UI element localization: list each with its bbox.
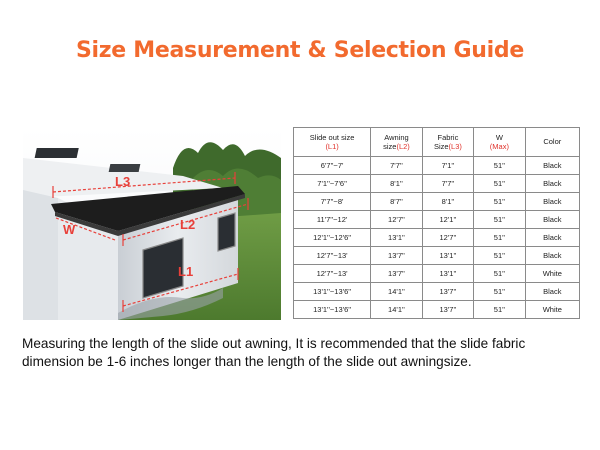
cell-w: 51'' [474,211,525,229]
header-w: W (Max) [474,128,525,157]
cell-color: White [525,265,579,283]
cell-color: Black [525,283,579,301]
cell-w: 51'' [474,193,525,211]
table-row [294,193,580,211]
cell-fabric-size: 13'1'' [422,247,473,265]
cell-fabric-size: 12'7'' [422,229,473,247]
label-l2: L2 [180,217,196,232]
cell-slide-out-size: 6'7''~7' [294,157,371,175]
table-row [294,247,580,265]
cell-w: 51'' [474,175,525,193]
roof-ac [109,164,141,172]
cell-fabric-size: 13'7'' [422,283,473,301]
header-slide-out-size: Slide out size (L1) [294,128,371,157]
table-header-row [294,128,580,157]
cell-slide-out-size: 12'7''~13' [294,247,371,265]
rv-illustration [23,128,281,320]
cell-awning-size: 8'7'' [371,193,422,211]
cell-awning-size: 8'1'' [371,175,422,193]
rv-slide-out-photo [23,128,281,320]
table-row [294,157,580,175]
cell-slide-out-size: 7'1''~7'6'' [294,175,371,193]
cell-color: Black [525,157,579,175]
cell-color: White [525,301,579,319]
rv-body [23,190,58,320]
cell-fabric-size: 13'1'' [422,265,473,283]
cell-slide-out-size: 13'1''~13'6'' [294,301,371,319]
table-row [294,211,580,229]
page-title: Size Measurement & Selection Guide [76,38,524,63]
cell-fabric-size: 8'1'' [422,193,473,211]
cell-w: 51'' [474,229,525,247]
cell-color: Black [525,247,579,265]
table-row [294,301,580,319]
cell-awning-size: 13'1'' [371,229,422,247]
cell-fabric-size: 13'7'' [422,301,473,319]
cell-w: 51'' [474,265,525,283]
cell-slide-out-size: 12'1''~12'6'' [294,229,371,247]
slide-out-window-right [218,213,235,251]
header-fabric-size: Fabric Size(L3) [422,128,473,157]
roof-vent [35,148,79,158]
cell-awning-size: 7'7'' [371,157,422,175]
cell-w: 51'' [474,247,525,265]
label-w: W [63,222,76,237]
cell-slide-out-size: 11'7''~12' [294,211,371,229]
header-awning-size: Awning size(L2) [371,128,422,157]
table-row [294,283,580,301]
cell-fabric-size: 7'1'' [422,157,473,175]
cell-awning-size: 14'1'' [371,301,422,319]
cell-fabric-size: 12'1'' [422,211,473,229]
header-color: Color [525,128,579,157]
cell-w: 51'' [474,301,525,319]
cell-awning-size: 12'7'' [371,211,422,229]
cell-color: Black [525,193,579,211]
table-row [294,265,580,283]
cell-color: Black [525,211,579,229]
cell-awning-size: 14'1'' [371,283,422,301]
size-table [293,127,580,319]
table-row [294,229,580,247]
cell-color: Black [525,229,579,247]
label-l3: L3 [115,174,131,189]
label-l1: L1 [178,264,194,279]
cell-awning-size: 13'7'' [371,247,422,265]
description-text: Measuring the length of the slide out awning, It is recommended that the slide fabric dimension be 1-6 inches longer than the length of the slide out awningsize. [22,336,526,369]
cell-slide-out-size: 13'1''~13'6'' [294,283,371,301]
cell-w: 51'' [474,283,525,301]
cell-slide-out-size: 12'7''~13' [294,265,371,283]
cell-awning-size: 13'7'' [371,265,422,283]
cell-color: Black [525,175,579,193]
cell-w: 51'' [474,157,525,175]
cell-fabric-size: 7'7'' [422,175,473,193]
table-row [294,175,580,193]
cell-slide-out-size: 7'7''~8' [294,193,371,211]
